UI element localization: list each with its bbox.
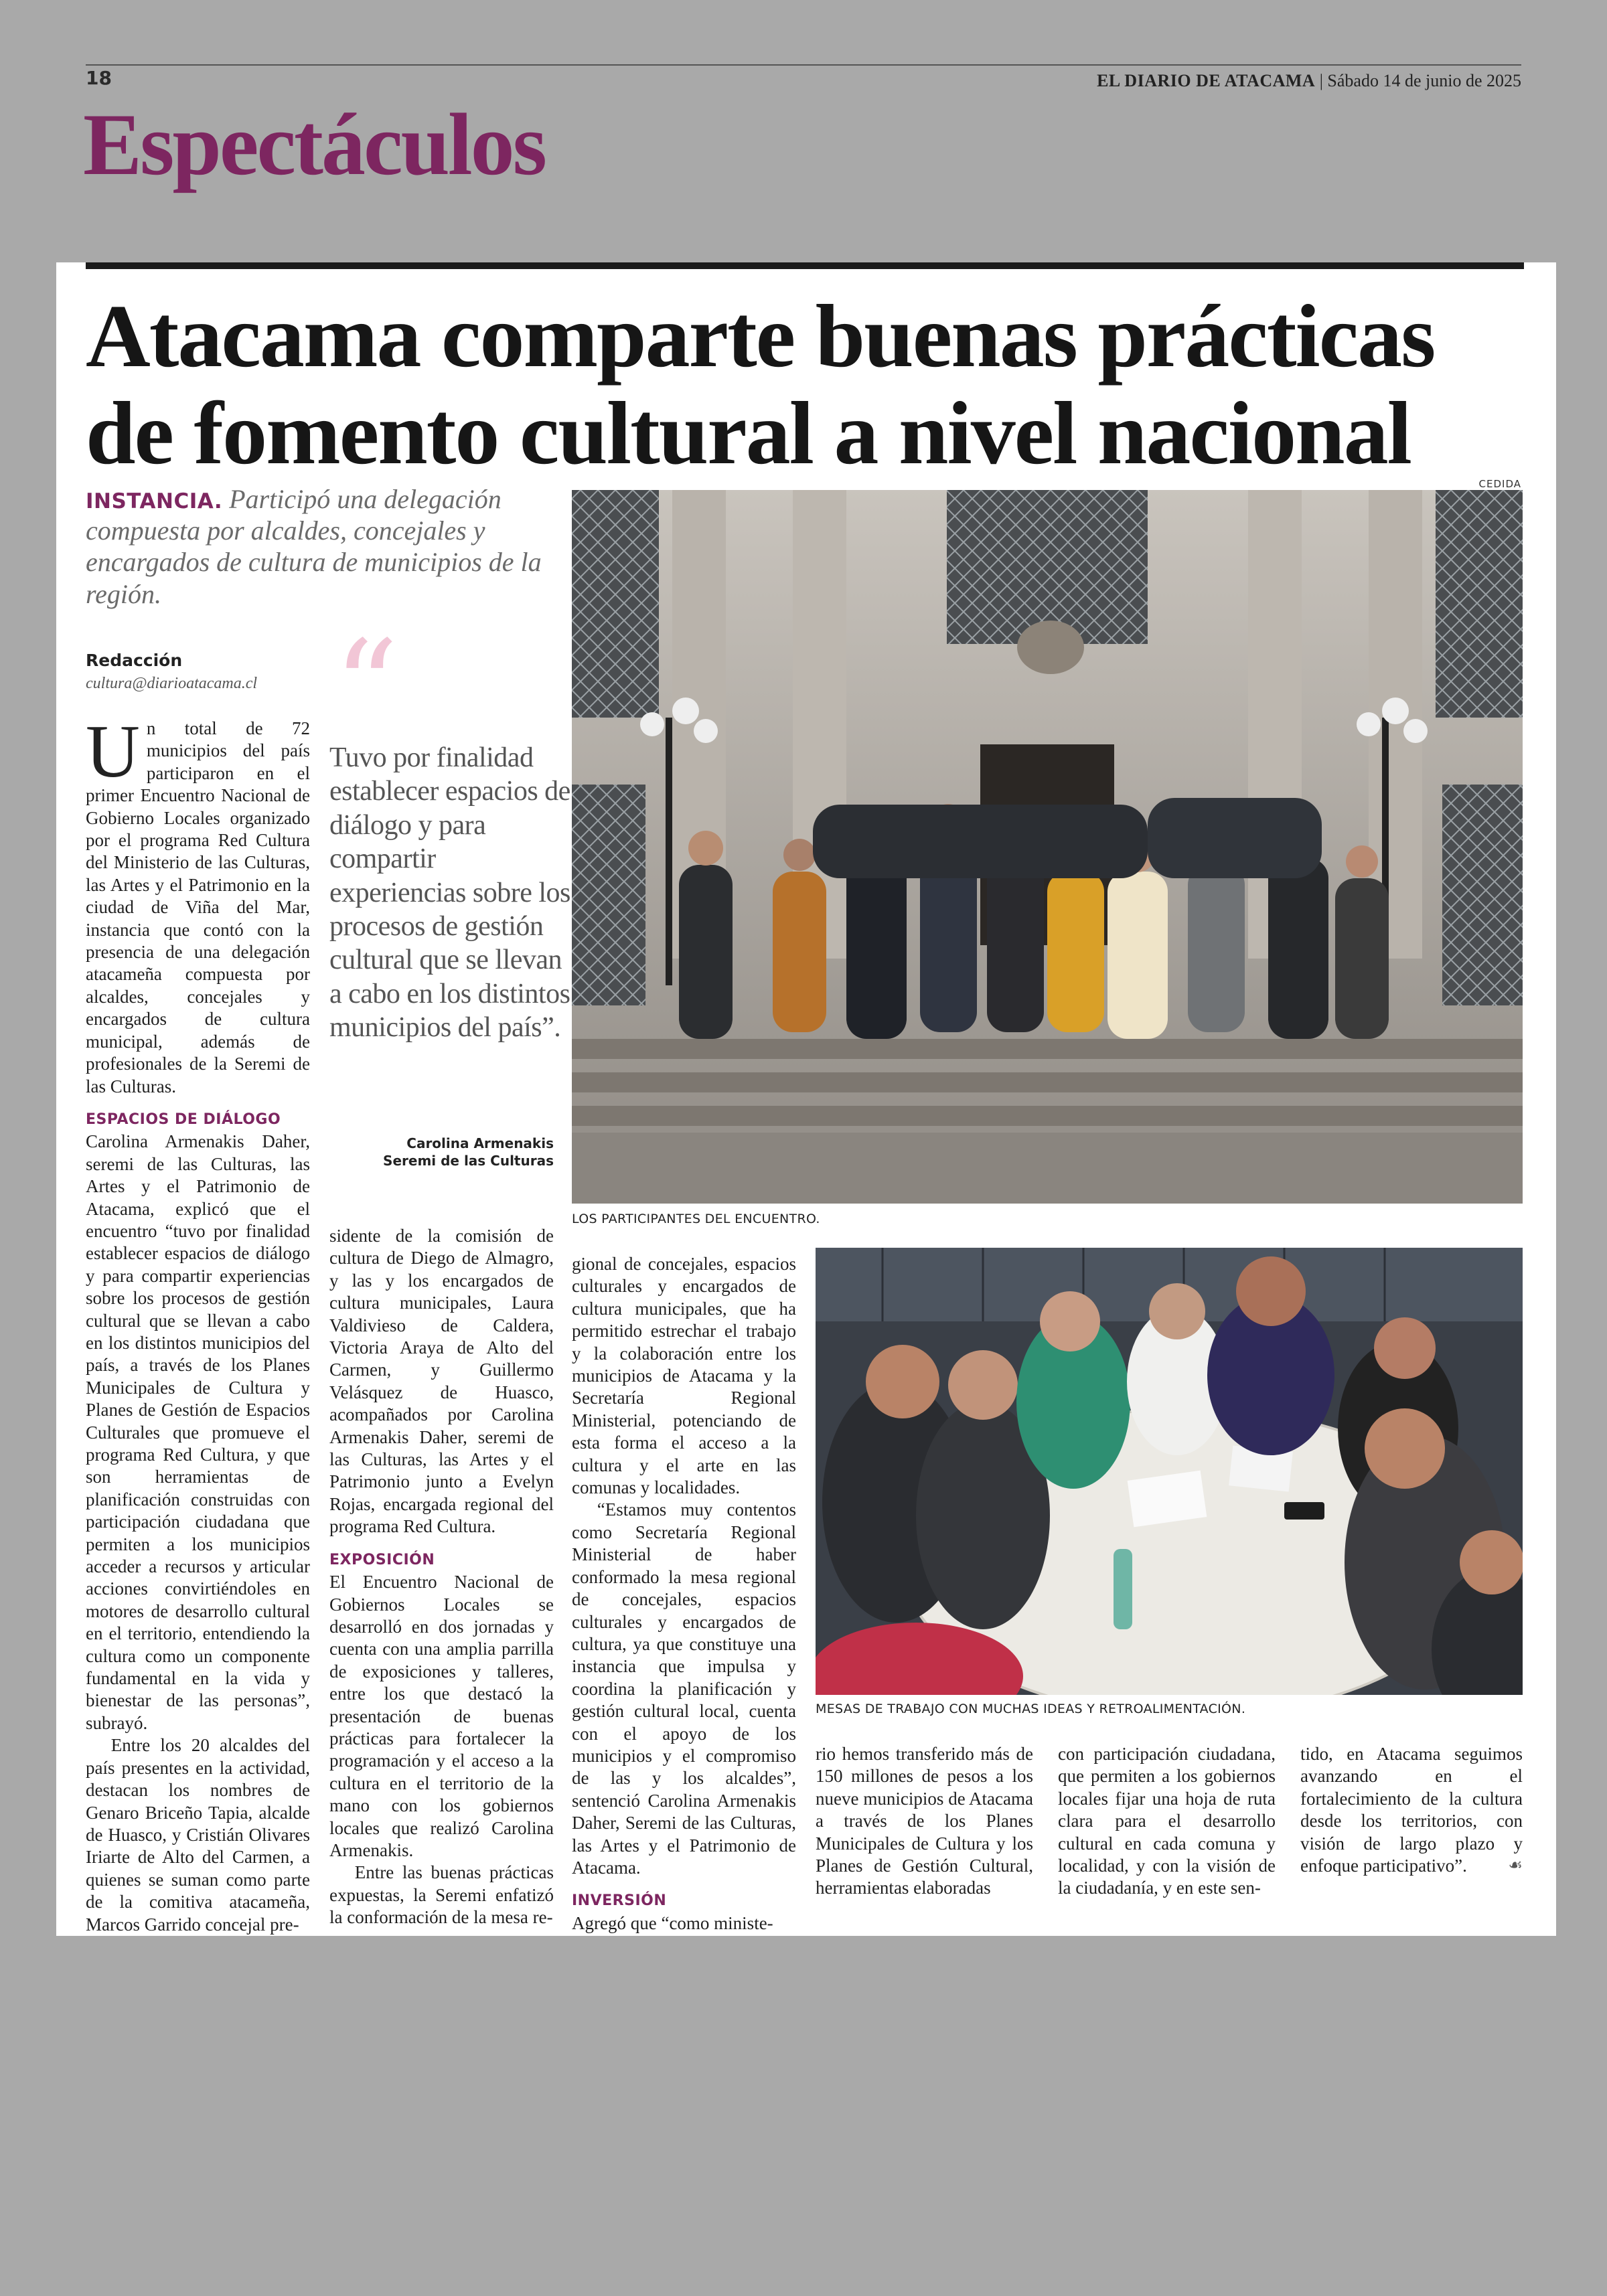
quote-author-name: Carolina Armenakis: [406, 1135, 554, 1151]
quote-author-role: Seremi de las Culturas: [383, 1153, 554, 1169]
paragraph: “Estamos muy contentos como Secretaría Regional Ministerial de haber conformado la mesa regional de concejales, espacios culturales y encargados de cultura, ya que constituye una instancia que impulsa y coordina la planificación y gestión cultural local, cuenta con el apoyo de los municipios y el compromiso de las y los alcaldes”, sentenció Carolina Armenakis Daher, Seremi de las Culturas, las Artes y el Patrimonio de Atacama.: [572, 1499, 796, 1878]
headline-line-1: Atacama comparte buenas prácticas: [86, 286, 1435, 386]
page-number: 18: [86, 67, 112, 89]
paragraph: [86, 710, 310, 1098]
lead-text: Participó una delegación compuesta por alcaldes, concejales y encargados de cultura de municipios de la región.: [86, 484, 542, 609]
author-email: cultura@diarioatacama.cl: [86, 675, 258, 692]
paragraph: con participación ciudadana, que permiten a los gobiernos locales fijar una hoja de ruta clara para el desarrollo cultural en cada comuna y localidad, y con la visión de la ciudadanía, y en este sen-: [1058, 1744, 1276, 1898]
article-column-3: [572, 1253, 796, 1935]
group-photo-image: [572, 490, 1523, 1204]
headline-rule: [86, 262, 1524, 269]
group-photo: [572, 490, 1523, 1204]
article-column-4: [816, 1743, 1033, 1900]
paragraph: sidente de la comisión de cultura de Diego de Almagro, y las y los encargados de cultura municipales, Laura Valdivieso de Caldera, Victoria Araya de Alto del Carmen, y Guillermo Velásquez de Huasco, acompañados por Carolina Armenakis Daher, seremi de las Culturas, las Artes y el Patrimonio junto a Evelyn Rojas, encargada regional del programa Red Cultura.: [329, 1226, 554, 1537]
pull-quote: Tuvo por finalidad establecer espacios de diálogo y para compartir experiencias sobre los procesos de gestión cultural que se llevan a cabo en los distintos municipios del país”.: [329, 742, 570, 1044]
paragraph: El Encuentro Nacional de Gobiernos Locales se desarrolló en dos jornadas y cuenta con una amplia parrilla de exposiciones y talleres, entre los que destacó la presentación de buenas prácticas para fortalecer la programación y el acceso a la cultura en el territorio de la mano con los gobiernos locales que realizó Carolina Armenakis.: [329, 1572, 554, 1860]
paragraph: rio hemos transferido más de 150 millones de pesos a los nueve municipios de Atacama a través de los Planes Municipales de Cultura y los Planes de Gestión Cultural, herramientas elaboradas: [816, 1744, 1033, 1898]
quote-author: [329, 1135, 554, 1169]
newspaper-name: EL DIARIO DE ATACAMA: [1097, 71, 1316, 90]
paragraph: Entre las buenas prácticas expuestas, la Seremi enfatizó la conformación de la mesa re-: [329, 1862, 554, 1928]
article-column-2: [329, 1225, 554, 1929]
subheading-exposicion: EXPOSICIÓN: [329, 1551, 435, 1568]
paragraph: Agregó que “como ministe-: [572, 1912, 773, 1933]
paragraph: Entre los 20 alcaldes del país presentes en la actividad, destacan los nombres de Genaro Briceño Tapia, alcalde de Huasco, y Cristián Olivares Iriarte de Alto del Carmen, a quienes se suman como parte de la comitiva atacameña, Marcos Garrido concejal pre-: [86, 1735, 310, 1935]
paragraph-text: tido, en Atacama seguimos avanzando en el fortalecimiento de la cultura desde los territorios, con visión de largo plazo y enfoque participativo”.: [1300, 1744, 1523, 1876]
subheading-espacios: ESPACIOS DE DIÁLOGO: [86, 1111, 281, 1128]
photo-caption-2: MESAS DE TRABAJO CON MUCHAS IDEAS Y RETROALIMENTACIÓN.: [816, 1702, 1246, 1716]
paragraph-text: n total de 72 municipios del país participaron en el primer Encuentro Nacional de Gobierno Locales organizado por el programa Red Cultura del Ministerio de las Culturas, las Artes y el Patrimonio en la ciudad de Viña del Mar, instancia que contó con la presencia de una delegación atacameña compuesta por alcaldes, concejales y encargados de cultura municipal, además de profesionales de la Seremi de las Culturas.: [86, 718, 310, 1096]
paragraph: [1300, 1743, 1523, 1877]
quote-mark-icon: “: [333, 613, 399, 761]
article-sheet: [56, 262, 1556, 1936]
paragraph: gional de concejales, espacios culturales y encargados de cultura municipales, que ha permitido estrechar el trabajo y la colaboración entre los municipios de Atacama y la Secretaría Regional Ministerial, potenciando de esta forma el acceso a la cultura y el arte en las comunas y localidades.: [572, 1254, 796, 1498]
byline: Redacción: [86, 651, 183, 670]
issue-date: Sábado 14 de junio de 2025: [1327, 71, 1521, 90]
article-column-6: [1300, 1743, 1523, 1877]
kicker: INSTANCIA.: [86, 489, 223, 513]
section-title: Espectáculos: [83, 95, 545, 193]
photo-credit: CEDIDA: [1478, 478, 1521, 490]
headline: [86, 288, 1525, 481]
lead-summary: [86, 483, 548, 610]
header-rule: [86, 64, 1521, 66]
masthead: EL DIARIO DE ATACAMA | Sábado 14 de junio de 2025: [1097, 71, 1521, 90]
subheading-inversion: INVERSIÓN: [572, 1892, 667, 1910]
photo-caption-1: LOS PARTICIPANTES DEL ENCUENTRO.: [572, 1212, 820, 1226]
article-column-1: [86, 710, 310, 1936]
article-column-5: [1058, 1743, 1276, 1900]
headline-line-2: de fomento cultural a nivel nacional: [86, 383, 1411, 483]
work-table-photo-image: [816, 1248, 1523, 1695]
work-table-photo: [816, 1248, 1523, 1695]
paragraph: Carolina Armenakis Daher, seremi de las Culturas, las Artes y el Patrimonio de Atacama, explicó que el encuentro “tuvo por finalidad establecer espacios de diálogo y para compartir experiencias sobre los procesos de gestión cultural que se llevan a cabo en los distintos municipios del país, a través de los Planes Municipales de Cultura y Planes de Gestión de Espacios Culturales que promueve el programa Red Cultura, y que son herramientas de planificación construidas con participación ciudadana que permiten a los municipios acceder a recursos y articular acciones convirtiéndoles en motores de desarrollo cultural en el territorio, entendiendo la cultura como un componente fundamental en la vida y bienestar de las personas”, subrayó.: [86, 1131, 310, 1733]
end-mark-icon: ☙: [1508, 1857, 1523, 1875]
drop-cap: U: [86, 710, 140, 793]
